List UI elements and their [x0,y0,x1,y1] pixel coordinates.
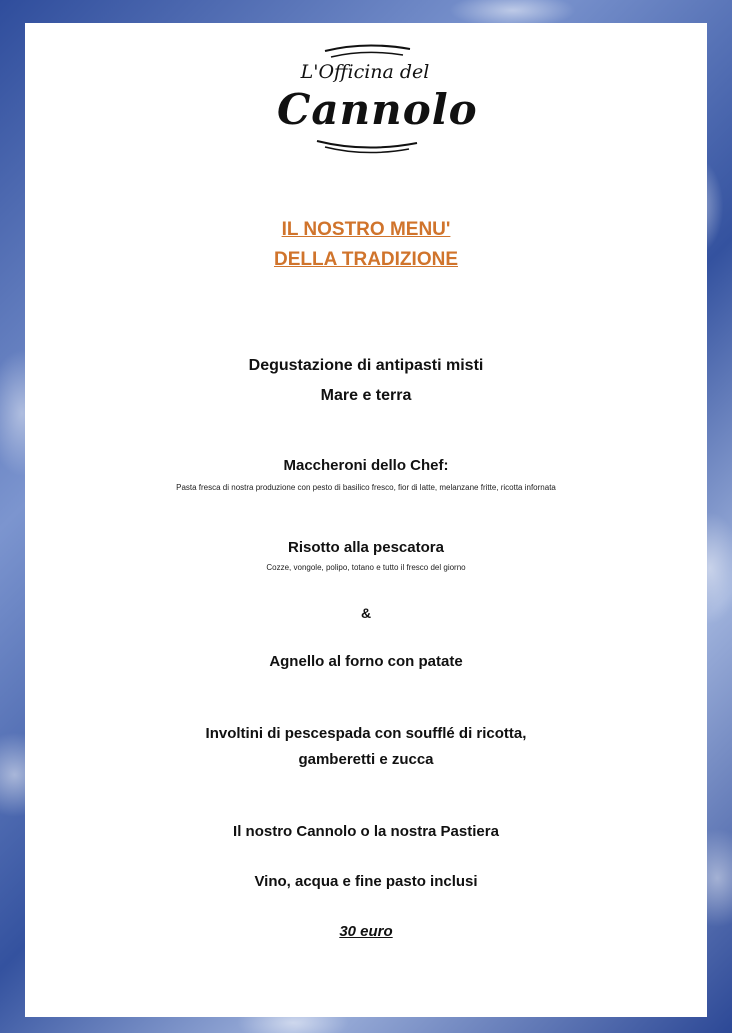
ampersand: & [360,605,372,621]
logo-small-text: L'Officina del [300,61,430,83]
antipasti-line2: Mare e terra [320,387,412,404]
restaurant-logo [25,33,707,153]
dessert-line: Il nostro Cannolo o la nostra Pastiera [233,823,499,840]
risotto-title: Risotto alla pescatora [288,539,444,556]
logo-big-text: Cannolo [277,85,478,134]
antipasti-line1: Degustazione di antipasti misti [248,357,484,374]
involtini-line1: Involtini di pescespada con soufflé di ricotta, [205,725,527,742]
menu-title-line2: DELLA TRADIZIONE [273,249,458,270]
involtini-line2: gamberetti e zucca [298,751,434,768]
maccheroni-desc: Pasta fresca di nostra produzione con pesto di basilico fresco, fior di latte, melanzane fritte, ricotta infornata [176,483,556,492]
drinks-line: Vino, acqua e fine pasto inclusi [254,873,478,890]
agnello-line: Agnello al forno con patate [269,653,463,670]
menu-page [25,23,707,1017]
price-label: 30 euro [339,923,393,940]
risotto-desc: Cozze, vongole, polipo, totano e tutto il fresco del giorno [266,563,466,572]
maccheroni-title: Maccheroni dello Chef: [283,457,449,474]
menu-title-line1: IL NOSTRO MENU' [281,219,451,240]
